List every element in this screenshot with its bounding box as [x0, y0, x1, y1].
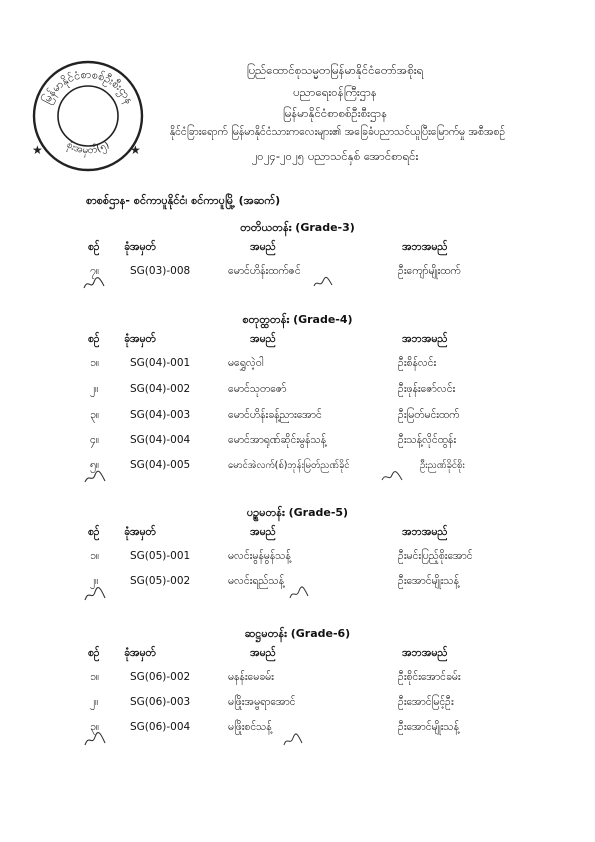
- student-name: မနန်းမေခမ်း: [228, 671, 274, 683]
- student-name: မောင်အဲလက်(စ်)ဘုန်းမြတ်ညဏ်ခိုင်: [228, 460, 350, 471]
- column-header-father: အဘအမည်: [402, 526, 448, 538]
- row-number: ၂။: [90, 383, 99, 395]
- student-name: မောင်အာရုဏ်ဆိုင်းမွန်သန့်: [228, 434, 327, 446]
- student-name: မလင်းမွန်မွန်သန့်: [228, 550, 291, 562]
- column-header-name: အမည်: [250, 647, 276, 659]
- row-number: ၃။: [90, 721, 100, 733]
- student-name: မဖြိုးအမ္ဗရာအောင်: [228, 696, 296, 708]
- roll-number: SG(06)-002: [130, 671, 191, 683]
- exam-centre-subtitle: စာစစ်ဌာန- စင်ကာပူနိုင်ငံ၊ စင်ကာပူမြို့ (အဆက်): [86, 194, 281, 207]
- handwritten-initial-mark: [82, 731, 108, 749]
- seal-star-icon: ★: [32, 143, 43, 157]
- section-title-grade-6: ဆဋ္ဌမတန်း (Grade-6): [244, 627, 351, 640]
- column-header-roll: ခုံအမှတ်: [124, 333, 156, 345]
- student-name: မဖြိုးစင်သန့်: [228, 721, 272, 733]
- row-number: ၃။: [90, 409, 100, 421]
- column-header-father: အဘအမည်: [402, 333, 448, 345]
- column-header-no: စဉ်: [88, 647, 100, 659]
- column-header-no: စဉ်: [88, 241, 100, 253]
- seal-star-icon: ★: [130, 143, 141, 157]
- student-name: မောင်ဟိန်းခန့်ညားအောင်: [228, 409, 322, 421]
- column-header-no: စဉ်: [88, 526, 100, 538]
- roll-number: SG(04)-001: [130, 357, 191, 369]
- handwritten-initial-mark: [82, 470, 108, 486]
- column-header-name: အမည်: [250, 333, 276, 345]
- roll-number: SG(05)-001: [130, 550, 191, 562]
- handwritten-initial-mark: [82, 276, 108, 292]
- handwritten-initial-mark: [312, 276, 334, 290]
- column-header-roll: ခုံအမှတ်: [124, 647, 156, 659]
- row-number: ၁။: [90, 550, 100, 562]
- seal-top-text: မြန်မာနိုင်ငံစာစစ်ဦးစီးဌာန: [39, 67, 137, 106]
- header-line-government: ပြည်ထောင်စုသမ္မတမြန်မာနိုင်ငံတော်အစိုးရ: [246, 63, 424, 77]
- handwritten-initial-mark: [82, 586, 108, 604]
- student-name: မလင်းရည်သန့်: [228, 575, 285, 587]
- row-number: ၄။: [90, 434, 100, 446]
- column-header-roll: ခုံအမှတ်: [124, 526, 156, 538]
- father-name: ဦးမြတ်မင်းထက်: [398, 409, 460, 421]
- section-title-grade-5: ပဉ္စမတန်း (Grade-5): [246, 506, 349, 519]
- student-name: မောင်သုတဇော်: [228, 383, 287, 395]
- column-header-roll: ခုံအမှတ်: [124, 241, 156, 253]
- student-name: မောင်ဟိန်းထက်ဇင်: [228, 265, 301, 277]
- column-header-name: အမည်: [250, 241, 276, 253]
- roll-number: SG(04)-004: [130, 434, 191, 446]
- father-name: ဦးကျော်မျိုးထက်: [398, 265, 461, 277]
- father-name: ဦးစိုင်းအောင်ခမ်း: [398, 671, 461, 683]
- row-number: ၅။: [90, 459, 100, 471]
- section-title-grade-4: စတုတ္ထတန်း (Grade-4): [242, 313, 353, 326]
- father-name: ဦးအောင်မြင့်ဦး: [398, 696, 454, 708]
- roll-number: SG(05)-002: [130, 575, 191, 587]
- father-name: ဦးဖုန်းဇော်လင်း: [398, 383, 456, 395]
- column-header-name: အမည်: [250, 526, 276, 538]
- section-title-grade-3: တတိယတန်း (Grade-3): [240, 221, 355, 234]
- handwritten-initial-mark: [288, 586, 310, 602]
- column-header-no: စဉ်: [88, 333, 100, 345]
- seal-bottom-text: စုံးအမှတ်(၅): [64, 139, 112, 157]
- column-header-father: အဘအမည်: [402, 241, 448, 253]
- father-name: ဦးမင်းပြည့်စိုးအောင်: [398, 550, 473, 562]
- row-number: ၂။: [90, 575, 99, 587]
- header-line-ministry: ပညာရေးဝန်ကြီးဌာန: [293, 85, 377, 99]
- father-name: ဦးစိန်လင်း: [398, 357, 437, 369]
- roll-number: SG(04)-002: [130, 383, 191, 395]
- handwritten-initial-mark: [380, 470, 404, 484]
- student-name: မရွှေလဲ့ဝါ: [228, 357, 264, 369]
- row-number: ၂။: [90, 696, 99, 708]
- handwritten-initial-mark: [282, 733, 304, 749]
- official-seal-stamp: [26, 50, 150, 174]
- father-name: ဦးအောင်မျိုးသန့်: [398, 721, 459, 733]
- roll-number: SG(03)-008: [130, 265, 191, 277]
- father-name: ဦးသန့်လိုင်ထွန်း: [398, 434, 456, 446]
- row-number: ၁။: [90, 671, 100, 683]
- header-line-results: ၂၀၂၄-၂၀၂၅ ပညာသင်နှစ် အောင်စာရင်း: [251, 149, 419, 163]
- header-line-program: နိုင်ငံခြားရောက် မြန်မာနိုင်ငံသားကလေးများ၏ အခြေခံပညာသင်ယူပြီးမြောက်မှု အစီအစဉ်: [169, 126, 506, 138]
- father-name: ဦးအောင်မျိုးသန့်: [398, 575, 459, 587]
- roll-number: SG(06)-004: [130, 721, 191, 733]
- header-line-department: မြန်မာနိုင်ငံစာစစ်ဦးစီးဌာန: [282, 106, 388, 120]
- father-name: ဦးညဏ်ခိုင်စိုး: [420, 460, 465, 471]
- column-header-father: အဘအမည်: [402, 647, 448, 659]
- roll-number: SG(06)-003: [130, 696, 191, 708]
- roll-number: SG(04)-005: [130, 459, 191, 471]
- row-number: ၁။: [90, 357, 100, 369]
- roll-number: SG(04)-003: [130, 409, 191, 421]
- row-number: ၇။: [90, 265, 100, 277]
